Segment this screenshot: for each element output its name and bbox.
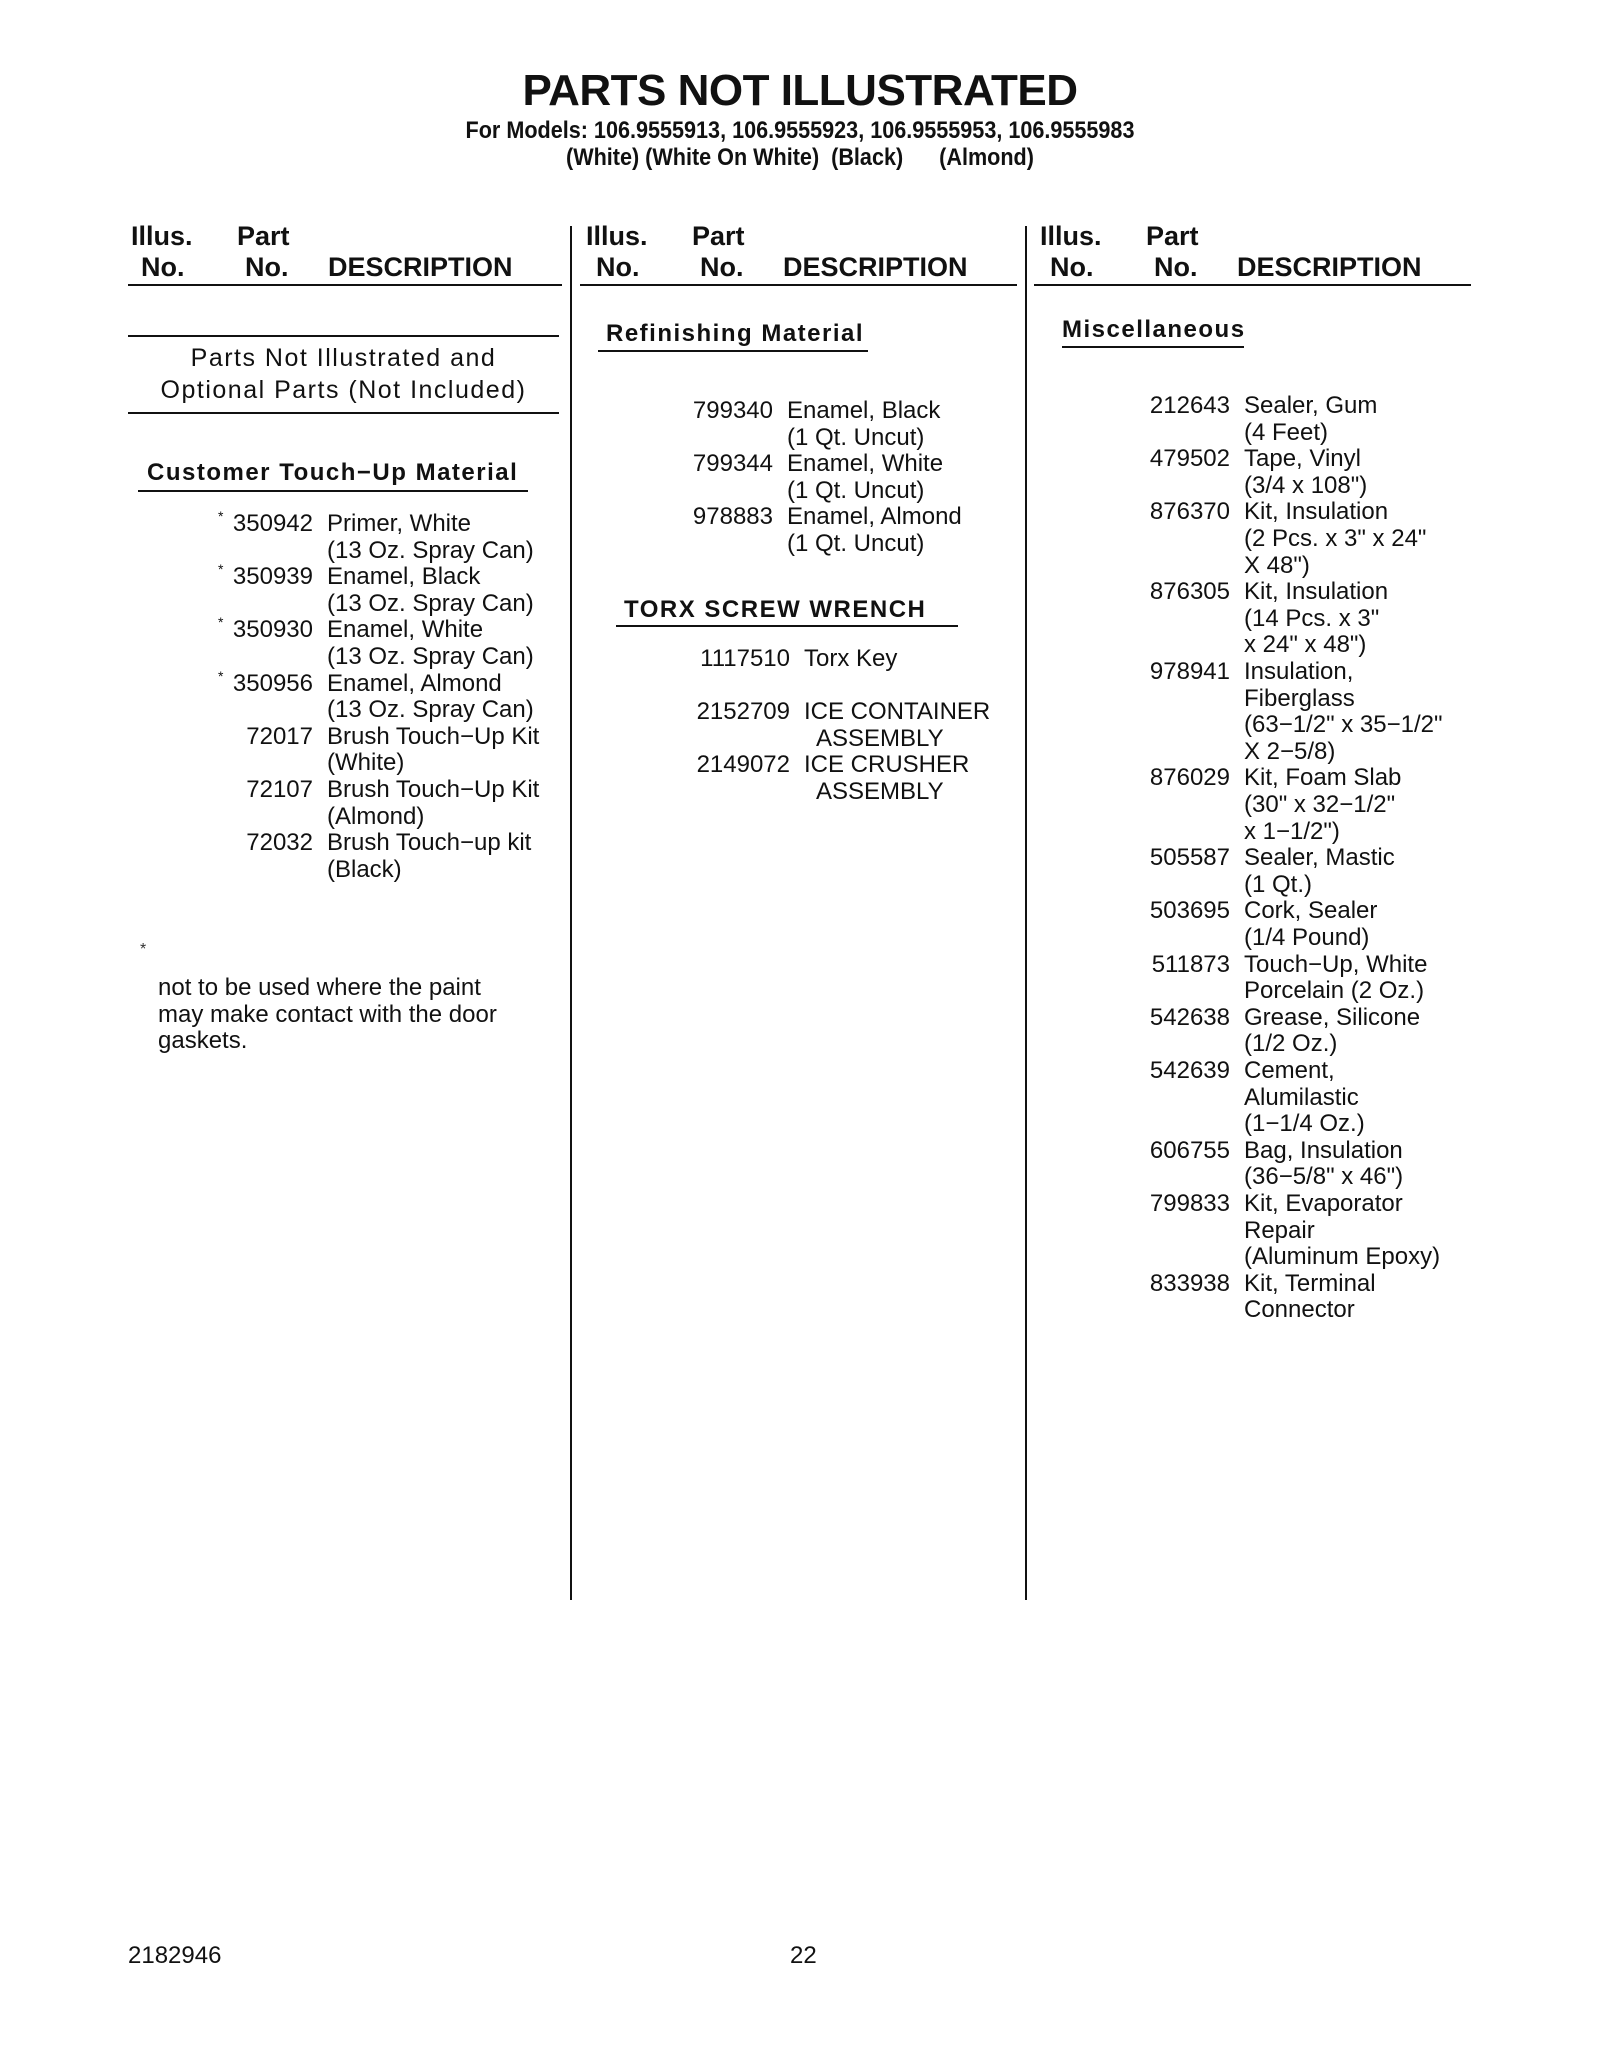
part-number: 833938: [1149, 1269, 1230, 1297]
part-row: [1110, 1136, 1404, 1191]
part-description: Primer, White (13 Oz. Spray Can): [327, 510, 534, 564]
part-row: [653, 503, 962, 557]
part-number: 2149072: [696, 751, 790, 779]
col3-section-title: Miscellaneous: [1062, 316, 1246, 343]
part-number: 511873: [1151, 950, 1230, 978]
part-row: [670, 645, 898, 673]
col1-part-header: Part No.: [237, 221, 290, 282]
asterisk-marker: *: [218, 667, 224, 684]
page-title: PARTS NOT ILLUSTRATED: [522, 66, 1078, 115]
footnote-asterisk: *: [140, 941, 147, 958]
part-description: Enamel, Almond (1 Qt. Uncut): [787, 503, 962, 557]
part-description: Sealer, Mastic (1 Qt.): [1244, 844, 1395, 898]
part-description: Enamel, Almond (13 Oz. Spray Can): [327, 669, 534, 724]
part-description: Cement, Alumilastic (1−1/4 Oz.): [1244, 1057, 1365, 1138]
part-row: [1110, 950, 1428, 1005]
part-description: Touch−Up, White Porcelain (2 Oz.): [1244, 950, 1428, 1005]
col2-illus-header: Illus. No.: [586, 221, 648, 282]
part-row: [670, 698, 991, 752]
col1-intro-rule-top: [128, 335, 559, 337]
part-description: ICE CONTAINER ASSEMBLY: [804, 698, 991, 752]
part-number: 876029: [1149, 764, 1230, 792]
part-row: [653, 450, 944, 504]
part-number: 212643: [1149, 392, 1230, 419]
col3-illus-header: Illus. No.: [1040, 221, 1102, 282]
col2-section1-underline: [598, 350, 868, 352]
col3-section-underline: [1062, 346, 1244, 348]
part-row: [1110, 1269, 1376, 1324]
part-number: 978941: [1149, 658, 1230, 685]
part-description: Brush Touch−Up Kit (Almond): [327, 776, 540, 830]
col3-header-rule: [1034, 284, 1471, 286]
part-number: 2152709: [696, 698, 790, 726]
col2-section2-underline: [616, 625, 958, 627]
col1-intro: Parts Not Illustrated and Optional Parts (Not Included): [160, 344, 527, 404]
col1-description-header: DESCRIPTION: [328, 252, 513, 282]
part-number: 606755: [1149, 1136, 1230, 1164]
part-row: [1110, 1003, 1421, 1058]
part-number: 350956: [232, 669, 313, 697]
part-description: Insulation, Fiberglass (63−1/2" x 35−1/2" X 2−5/8): [1244, 658, 1443, 765]
part-number: 876305: [1149, 578, 1230, 606]
part-row: [193, 614, 534, 670]
part-description: Enamel, Black (13 Oz. Spray Can): [327, 563, 534, 617]
part-number: 542639: [1149, 1057, 1230, 1084]
page-number: 22: [790, 1942, 817, 1969]
part-description: Cork, Sealer (1/4 Pound): [1244, 897, 1378, 951]
part-number: 799340: [692, 397, 773, 424]
col2-section1-title: Refinishing Material: [606, 320, 865, 347]
part-number: 978883: [692, 503, 773, 531]
part-description: Kit, Insulation (2 Pcs. x 3" x 24" X 48"): [1244, 498, 1427, 579]
part-description: Kit, Terminal Connector: [1244, 1269, 1376, 1324]
col2-part-header: Part No.: [692, 221, 745, 282]
part-number: 505587: [1149, 844, 1230, 872]
part-row: [670, 751, 970, 805]
part-description: Kit, Foam Slab (30" x 32−1/2" x 1−1/2"): [1244, 764, 1402, 845]
col1-section-title: Customer Touch−Up Material: [147, 459, 519, 486]
part-number: 479502: [1149, 445, 1230, 473]
part-description: Kit, Evaporator Repair (Aluminum Epoxy): [1244, 1190, 1441, 1271]
col3-part-header: Part No.: [1146, 221, 1199, 282]
document-number: 2182946: [128, 1942, 222, 1969]
asterisk-marker: *: [218, 508, 224, 524]
col1-header-rule: [128, 284, 562, 286]
part-row: [1110, 392, 1378, 446]
part-description: Bag, Insulation (36−5/8" x 46"): [1244, 1136, 1404, 1191]
part-number: 799344: [692, 450, 773, 478]
part-number: 799833: [1149, 1190, 1230, 1217]
part-row: [1110, 1190, 1441, 1271]
part-row: [1110, 578, 1389, 659]
part-description: Enamel, White (13 Oz. Spray Can): [327, 616, 534, 670]
col2-header-rule: [580, 284, 1017, 286]
color-variants-line: (White) (White On White) (Black) (Almond): [566, 144, 1034, 171]
part-description: Enamel, Black (1 Qt. Uncut): [787, 397, 941, 451]
part-description: Enamel, White (1 Qt. Uncut): [787, 450, 944, 504]
part-row: [193, 776, 540, 830]
part-number: 350942: [232, 510, 313, 537]
part-row: [1110, 658, 1443, 765]
column-divider-2: [1025, 226, 1027, 1600]
column-divider-1: [570, 226, 572, 1600]
col1-section-underline: [138, 490, 528, 492]
part-number: 503695: [1149, 897, 1230, 925]
part-number: 876370: [1149, 498, 1230, 526]
part-number: 72017: [246, 722, 313, 750]
part-row: [1110, 445, 1368, 499]
part-number: 350930: [232, 616, 313, 644]
part-number: 72032: [246, 829, 313, 857]
asterisk-marker: *: [218, 614, 224, 631]
part-row: [193, 561, 534, 617]
part-description: ICE CRUSHER ASSEMBLY: [804, 751, 970, 805]
part-row: [1110, 498, 1427, 579]
part-row: [193, 508, 534, 564]
col3-description-header: DESCRIPTION: [1237, 252, 1422, 282]
part-row: [1110, 897, 1378, 951]
part-description: Sealer, Gum (4 Feet): [1244, 392, 1378, 446]
part-number: 542638: [1149, 1003, 1230, 1031]
models-line: For Models: 106.9555913, 106.9555923, 106.9555953, 106.9555983: [465, 117, 1135, 144]
col1-illus-header: Illus. No.: [131, 221, 193, 282]
part-description: Grease, Silicone (1/2 Oz.): [1244, 1003, 1421, 1058]
asterisk-marker: *: [218, 561, 224, 578]
col2-description-header: DESCRIPTION: [783, 252, 968, 282]
part-row: [653, 397, 941, 451]
part-number: 350939: [232, 563, 313, 591]
col1-intro-rule-bottom: [128, 412, 559, 414]
part-number: 1117510: [700, 645, 790, 672]
footnote-text: not to be used where the paint may make contact with the door gaskets.: [158, 974, 497, 1055]
part-number: 72107: [246, 776, 313, 803]
col2-section2-title: TORX SCREW WRENCH: [624, 596, 927, 623]
part-row: [193, 829, 532, 883]
part-description: Brush Touch−up kit (Black): [327, 829, 532, 883]
part-description: Tape, Vinyl (3/4 x 108"): [1244, 445, 1368, 499]
part-row: [1110, 764, 1402, 845]
part-description: Torx Key: [804, 645, 898, 672]
part-row: [1110, 844, 1395, 898]
part-description: Kit, Insulation (14 Pcs. x 3" x 24" x 48"): [1244, 578, 1389, 659]
part-row: [193, 667, 534, 724]
part-row: [193, 722, 540, 777]
part-row: [1110, 1057, 1365, 1138]
part-description: Brush Touch−Up Kit (White): [327, 722, 540, 777]
